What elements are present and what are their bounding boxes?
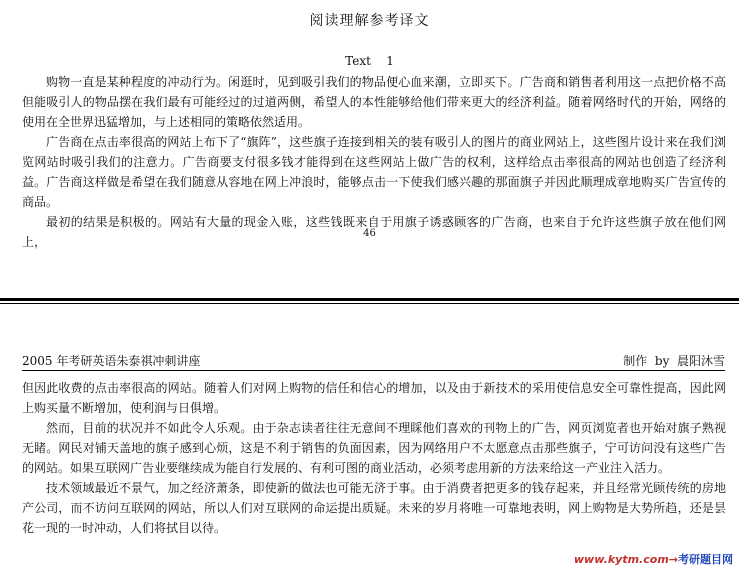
paragraph: 然而，目前的状况并不如此令人乐观。由于杂志读者往往无意间不理睬他们喜欢的刊物上的广告，网页浏览者也开始对旗子熟视无睹。网民对铺天盖地的旗子感到心烦，这是不利于销售的负面因素，因为网络用户不太愿意点击那些旗子，宁可访问没有这些广告的网站。如果互联网广告业要继续成为能自行发展的、有利可图的商业活动，必须考虑用新的方法来给这一产业注入活力。	[22, 421, 726, 475]
header-author: 制作 by 晨阳沐雪	[623, 354, 725, 368]
site-watermark	[574, 551, 733, 567]
header-course-title: 2005 年考研英语朱泰祺冲刺讲座	[22, 354, 201, 368]
translation-text-bottom	[22, 378, 726, 538]
watermark-site-name: 考研题目网	[678, 553, 733, 566]
watermark-url: www.kytm.com	[573, 553, 669, 566]
section-heading: Text 1	[345, 54, 394, 68]
page-number: 46	[363, 228, 376, 239]
paragraph: 最初的结果是积极的。网站有大量的现金入账，这些钱既来自于用旗子诱惑顾客的广告商，也来自于允许这些旗子放在他们网上，	[22, 215, 726, 249]
running-header	[22, 352, 725, 371]
paragraph: 购物一直是某种程度的冲动行为。闲逛时，见到吸引我们的物品便心血来潮，立即买下。广告商和销售者利用这一点把价格不高但能吸引人的物品摆在我们最有可能经过的过道两侧，希望人的本性能够给他们带来更大的经济利益。随着网络时代的开始，网络的使用在全世界迅猛增加，与上述相同的策略依然适用。	[22, 75, 726, 129]
page-title: 阅读理解参考译文	[309, 13, 430, 29]
paragraph: 广告商在点击率很高的网站上布下了“旗阵”，这些旗子连接到相关的装有吸引人的图片的商业网站上，这些图片设计来在我们浏览网站时吸引我们的注意力。广告商要支付很多钱才能得到在这些网站上做广告的权利，这样给点击率很高的网站也创造了经济利益。广告商这样做是希望在我们随意从容地在网上冲浪时，能够点击一下使我们感兴趣的那面旗子并因此顺理成章地购买广告宣传的商品。	[22, 135, 726, 209]
page-divider	[0, 298, 739, 301]
arrow-icon: →	[668, 553, 678, 566]
paragraph: 技术领域最近不景气，加之经济萧条，即使新的做法也可能无济于事。由于消费者把更多的钱存起来，并且经常光顾传统的房地产公司，而不访问互联网的网站，所以人们对互联网的命运提出质疑。未来的岁月将唯一可靠地表明，网上购物是大势所趋，还是昙花一现的一时冲动，人们将拭目以待。	[22, 481, 726, 535]
paragraph: 但因此收费的点击率很高的网站。随着人们对网上购物的信任和信心的增加，以及由于新技术的采用使信息安全可靠性提高，因此网上购买量不断增加，使利润与日俱增。	[22, 381, 726, 415]
page-divider-thin	[0, 303, 739, 304]
translation-text-top	[22, 72, 726, 252]
